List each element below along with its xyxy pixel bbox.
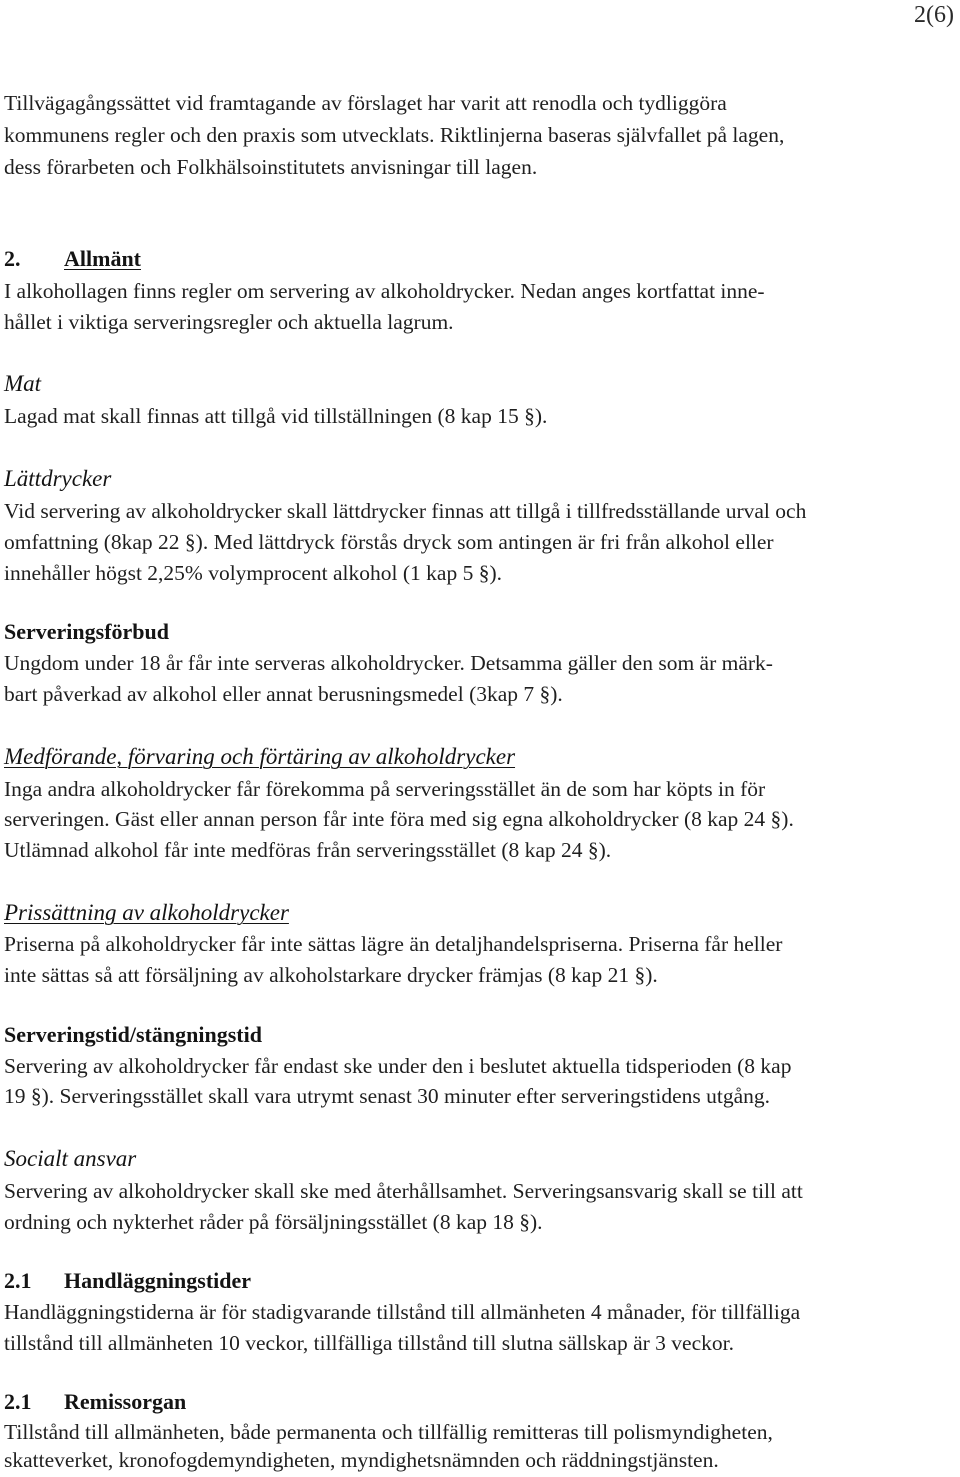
mat-line-1: Lagad mat skall finnas att tillgå vid tillställningen (8 kap 15 §). [4, 404, 548, 428]
medforande-line-1: Inga andra alkoholdrycker får förekomma på serveringsstället än de som har köpts in för [4, 777, 766, 801]
heading-mat: Mat [4, 371, 42, 396]
remissorgan-line-1: Tillstånd till allmänheten, både permanenta och tillfällig remitteras till polismyndigheten, [4, 1420, 773, 1444]
allmant-line-2: hållet i viktiga serveringsregler och aktuella lagrum. [4, 310, 454, 334]
heading-lattdrycker: Lättdrycker [4, 466, 112, 491]
medforande-line-2: serveringen. Gäst eller annan person får inte föra med sig egna alkoholdrycker (8 kap 24 §). [4, 807, 794, 831]
heading-allmant-title: Allmänt [64, 246, 141, 271]
heading-serveringsforbud: Serveringsförbud [4, 619, 169, 644]
serveringsforbud-line-2: bart påverkad av alkohol eller annat berusningsmedel (3kap 7 §). [4, 682, 563, 706]
medforande-line-3: Utlämnad alkohol får inte medföras från serveringsstället (8 kap 24 §). [4, 838, 612, 862]
prissattning-line-2: inte sättas så att försäljning av alkoholstarkare drycker främjas (8 kap 21 §). [4, 963, 658, 987]
heading-remissorgan-number: 2.1 [4, 1389, 32, 1414]
remissorgan-line-2: skatteverket, kronofogdemyndigheten, myndighetsnämnden och räddningstjänsten. [4, 1448, 719, 1472]
heading-remissorgan [4, 1388, 186, 1416]
prissattning-line-1: Priserna på alkoholdrycker får inte sättas lägre än detaljhandelspriserna. Priserna får heller [4, 932, 783, 956]
heading-handlaggningstider-title: Handläggningstider [64, 1268, 252, 1293]
heading-medforande: Medförande, förvaring och förtäring av alkoholdrycker [4, 744, 516, 769]
handlaggning-line-1: Handläggningstiderna är för stadigvarande tillstånd till allmänheten 4 månader, för tillfälliga [4, 1300, 801, 1324]
serveringstid-line-1: Servering av alkoholdrycker får endast ske under den i beslutet aktuella tidsperioden (8 kap [4, 1054, 792, 1078]
lattdrycker-line-3: innehåller högst 2,25% volymprocent alkohol (1 kap 5 §). [4, 561, 502, 585]
heading-allmant-number: 2. [4, 246, 21, 271]
intro-line-3: dess förarbeten och Folkhälsoinstitutets anvisningar till lagen. [4, 155, 538, 179]
heading-remissorgan-title: Remissorgan [64, 1389, 187, 1414]
intro-line-2: kommunens regler och den praxis som utvecklats. Riktlinjerna baseras självfallet på lagen, [4, 123, 785, 147]
socialt-line-2: ordning och nykterhet råder på försäljningsstället (8 kap 18 §). [4, 1210, 543, 1234]
allmant-line-1: I alkohollagen finns regler om servering av alkoholdrycker. Nedan anges kortfattat inne- [4, 279, 765, 303]
page-number: 2(6) [914, 2, 954, 28]
intro-line-1: Tillvägagångssättet vid framtagande av förslaget har varit att renodla och tydliggöra [4, 91, 727, 115]
lattdrycker-line-2: omfattning (8kap 22 §). Med lättdryck förstås dryck som antingen är fri från alkohol eller [4, 530, 774, 554]
handlaggning-line-2: tillstånd till allmänheten 10 veckor, tillfälliga tillstånd till slutna sällskap är 3 veckor. [4, 1331, 734, 1355]
heading-handlaggningstider-number: 2.1 [4, 1268, 32, 1293]
heading-allmant [4, 245, 141, 273]
heading-prissattning: Prissättning av alkoholdrycker [4, 900, 289, 925]
serveringsforbud-line-1: Ungdom under 18 år får inte serveras alkoholdrycker. Detsamma gäller den som är märk- [4, 651, 773, 675]
socialt-line-1: Servering av alkoholdrycker skall ske med återhållsamhet. Serveringsansvarig skall se till att [4, 1179, 803, 1203]
heading-socialt-ansvar: Socialt ansvar [4, 1146, 137, 1171]
heading-serveringstid: Serveringstid/stängningstid [4, 1022, 262, 1047]
lattdrycker-line-1: Vid servering av alkoholdrycker skall lättdrycker finnas att tillgå i tillfredsställande urval och [4, 499, 807, 523]
serveringstid-line-2: 19 §). Serveringsstället skall vara utrymt senast 30 minuter efter serveringstidens utgång. [4, 1084, 771, 1108]
heading-handlaggningstider [4, 1267, 251, 1295]
